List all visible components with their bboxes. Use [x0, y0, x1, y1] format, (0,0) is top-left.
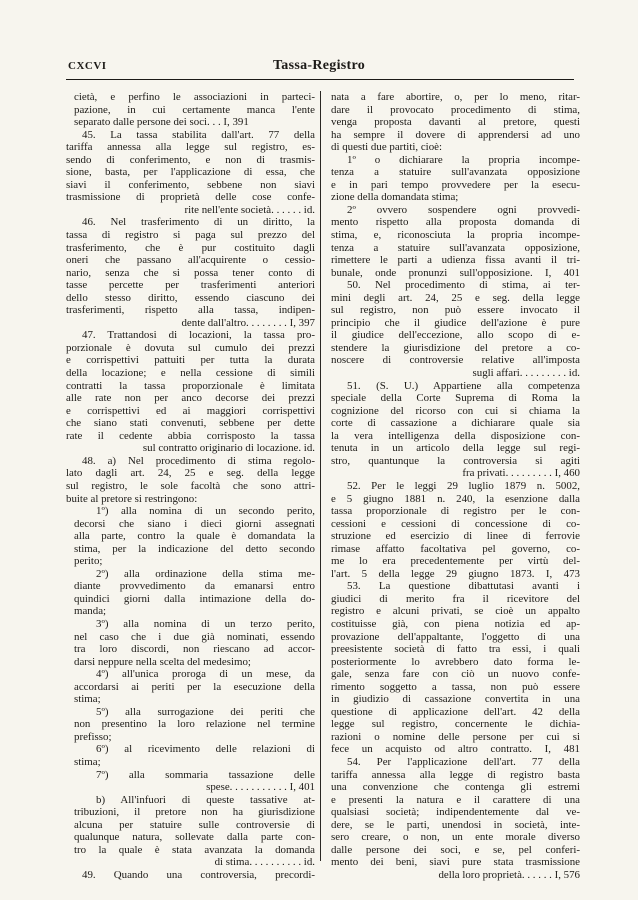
text-line: spese. . . . . . . . . . . I, 401 — [206, 781, 315, 794]
text-line: struzione ed esercizio di linee di ferrovie — [331, 530, 580, 543]
text-line: prefisso; — [74, 730, 112, 743]
text-line: costituisse già, con piena notizia ed ap- — [331, 617, 580, 630]
left-column — [66, 91, 315, 881]
text-line: trasferimento, che è pur costituito dagli — [66, 241, 315, 254]
text-line: dere, se le parti, unendosi in società, inte- — [331, 818, 580, 831]
text-line: questione di applicazione dell'art. 42 della — [331, 705, 580, 718]
text-line: qualunque natura, sollevate dalla parte con- — [74, 831, 315, 844]
text-line: e corrispettivi pattuiti per tutta la durata — [66, 354, 315, 367]
text-line: rimase affatto facoltativa pel governo, co- — [331, 542, 580, 555]
text-line: e in pari tempo provvedere per la esecu- — [331, 178, 580, 191]
text-line: alcuna per statuire sulle controversie di — [74, 818, 315, 831]
text-line: e presenti la natura e il carattere di una — [331, 793, 580, 806]
text-line: corte di cassazione a dichiarare quale sia — [331, 417, 580, 430]
page-title: Tassa-Registro — [272, 58, 366, 73]
text-line: tariffa annessa alla legge sul registro, es- — [66, 141, 315, 154]
text-line: 53. La questione dibattutasi avanti i — [347, 580, 580, 593]
text-line: il giudice dell'eccezione, allo scopo di e- — [331, 329, 580, 342]
text-line: decorsi che siano i dieci giorni assegnati — [74, 517, 315, 530]
text-line: rite nell'ente società. . . . . . id. — [184, 203, 315, 216]
text-line: 48. a) Nel procedimento di stima regolo- — [82, 454, 315, 467]
text-line: venga proposta davanti al pretore, questi — [331, 116, 580, 129]
text-line: tro la quale è stata avanzata la domanda — [74, 843, 315, 856]
text-line: 45. La tassa stabilita dall'art. 77 della — [82, 128, 315, 141]
text-line: siavi il conferimento, sebbene non siavi — [66, 178, 315, 191]
text-line: perito; — [74, 555, 103, 568]
text-line: dalle persone dei soci, e se, pel conferi- — [331, 843, 580, 856]
text-line: sugli affari. . . . . . . . . id. — [472, 367, 580, 380]
text-line: stendere la giurisdizione del pretore a co- — [331, 341, 580, 354]
text-line: dente dall'altro. . . . . . . . I, 397 — [181, 316, 315, 329]
text-line: posteriormente lo avrebbero dato forma le- — [331, 655, 580, 668]
text-line: ha sempre il dovere di apprendersi ad uno — [331, 128, 580, 141]
text-line: rimettere le parti a udienza fissa avanti il tri- — [331, 254, 580, 267]
text-line: e 5 giugno 1881 n. 240, la esenzione dalla — [331, 492, 580, 505]
text-line: tariffa annessa alla legge di registro basta — [331, 768, 580, 781]
text-line: oneri che passano all'acquirente o cessio- — [66, 254, 315, 267]
text-line: tassa di registro si paga sul prezzo del — [66, 229, 315, 242]
text-line: 1º) alla nomina di un secondo perito, — [96, 505, 315, 518]
text-line: e corrispettivi ed ai maggiori corrispettivi — [66, 404, 315, 417]
text-line: 49. Quando una controversia, precordi- — [82, 868, 315, 881]
text-line: 2º ovvero sospendere ogni provvedi- — [347, 203, 580, 216]
text-line: sul contratto originario di locazione. id. — [142, 442, 315, 455]
text-line: 7º) alla sommaria tassazione delle — [96, 768, 315, 781]
text-line: 2º) alla ordinazione della stima me- — [96, 567, 315, 580]
text-line: 50. Nel procedimento di stima, ai ter- — [347, 279, 580, 292]
text-line: qualsiasi società; indipendentemente dal ve- — [331, 806, 580, 819]
text-line: tenza a statuire sull'avanzata opposizione, — [331, 241, 580, 254]
text-line: quindici giorni dalla intimazione della do- — [74, 592, 315, 605]
text-line: registro e alcuni privati, se cioè un appalto — [331, 605, 580, 618]
text-line: separato dalle persone dei soci. . . I, 391 — [74, 116, 249, 129]
right-column — [331, 91, 580, 881]
text-line: speciale della Corte Suprema di Roma la — [331, 392, 580, 405]
text-line: contratti la tassa proporzionale è limitata — [66, 379, 315, 392]
text-line: della loro proprietà. . . . . . I, 576 — [438, 868, 580, 881]
text-line: nata a fare abortire, o, per lo meno, ritar- — [331, 91, 580, 103]
text-line: tasse percette per trasferimenti anteriori — [66, 279, 315, 292]
text-line: stima, per la indicazione del detto secondo — [74, 542, 315, 555]
text-line: 3º) alla nomina di un terzo perito, — [96, 617, 315, 630]
text-line: principio che il giudice dell'azione è pure — [331, 316, 580, 329]
text-line: tenuta in un articolo della legge sul regi- — [331, 442, 580, 455]
text-line: legge sul registro, concernente le dichia- — [331, 718, 580, 731]
text-line: dare il provocato procedimento di stima, — [331, 103, 580, 116]
text-line: pazione, in cui certamente manca l'ente — [74, 103, 315, 116]
text-line: stima; — [74, 693, 101, 706]
text-line: cessioni e cessioni di concessione di co- — [331, 517, 580, 530]
text-line: rimento soggetto a tassa, non può essere — [331, 680, 580, 693]
text-line: 47. Trattandosi di locazioni, la tassa pro- — [82, 329, 315, 342]
text-line: una convenzione che contenga gli estremi — [331, 781, 580, 794]
text-line: lato dagli art. 24, 25 e seg. della legge — [66, 467, 315, 480]
text-line: darsi neppure nella scelta del medesimo; — [74, 655, 251, 668]
text-line: trasferimenti, rispetto alla tassa, indipen- — [66, 304, 315, 317]
text-line: della locazione; e nella cessione di simili — [66, 367, 315, 380]
text-line: cietà, e perfino le associazioni in parteci- — [74, 91, 315, 103]
text-line: nel caso che i due già nominati, essendo — [74, 630, 315, 643]
text-line: tra loro discordi, non riescano ad accor- — [74, 643, 315, 656]
text-line: giudici di merito fra il ricevitore del — [331, 592, 580, 605]
text-line: di questi due partiti, cioè: — [331, 141, 442, 154]
text-line: dello stesso diritto, essendo ciascuno dei — [66, 291, 315, 304]
text-line: fra privati. . . . . . . . . I, 460 — [462, 467, 580, 480]
text-line: diante provvedimento da emanarsi entro — [74, 580, 315, 593]
text-line: trasmissione di proprietà delle cose confe- — [66, 191, 315, 204]
text-line: sero creare, o non, un ente morale diverso — [331, 831, 580, 844]
text-line: porzionale è dovuta sul cumulo dei prezzi — [66, 341, 315, 354]
text-line: preesistente società di fatto tra essi, i quali — [331, 643, 580, 656]
text-line: cognizione del ricorso con cui si chiama la — [331, 404, 580, 417]
text-line: sione, basta, per l'applicazione di essa, che — [66, 166, 315, 179]
text-line: la vera intelligenza della disposizione con- — [331, 429, 580, 442]
text-line: noscere di controversie relative all'imposta — [331, 354, 580, 367]
text-line: sendo di conferimento, e non di trasmis- — [66, 153, 315, 166]
text-line: 6º) al ricevimento delle relazioni di — [96, 743, 315, 756]
text-line: di stima. . . . . . . . . . id. — [214, 856, 315, 869]
text-line: rate il cedente abbia corrisposto la tassa — [66, 429, 315, 442]
text-line: zione della domandata stima; — [331, 191, 459, 204]
text-line: 51. (S. U.) Appartiene alla competenza — [347, 379, 580, 392]
text-line: tassa proporzionale di registro per le con- — [331, 505, 580, 518]
text-line: tribuzioni, il pretore non ha giurisdizione — [74, 806, 315, 819]
text-line: l'art. 5 della legge 29 giugno 1873. I, 473 — [331, 567, 580, 580]
text-line: 4º) all'unica proroga di un mese, da — [96, 668, 315, 681]
text-line: accordarsi ai periti per la esecuzione della — [74, 680, 315, 693]
text-line: fece un acquisto od altro contratto. I, 481 — [331, 743, 580, 756]
text-line: 5º) alla surrogazione dei periti che — [96, 705, 315, 718]
text-line: che siano stati convenuti, sebbene per dette — [66, 417, 315, 430]
text-line: bunale, onde pronunzi sull'opposizione. I, 401 — [331, 266, 580, 279]
text-line: 54. Per l'applicazione dell'art. 77 della — [347, 755, 580, 768]
text-line: stima, e, riconosciuta la propria incompe- — [331, 229, 580, 242]
page-number: CXCVI — [68, 60, 107, 72]
text-line: gale, senza fare con ciò un nuovo confe- — [331, 668, 580, 681]
text-line: razioni o nomine delle persone per cui si — [331, 730, 580, 743]
text-line: sul registro, le sole facoltà che sono attri- — [66, 479, 315, 492]
text-line: mini degli art. 24, 25 e seg. della legge — [331, 291, 580, 304]
text-line: buite al pretore si restringono: — [66, 492, 198, 505]
text-line: tenza a statuire sull'avanzata opposizione — [331, 166, 580, 179]
text-line: alla parte, contro la quale è domandata la — [74, 530, 315, 543]
column-separator — [320, 91, 321, 861]
text-line: 1º o dichiarare la propria incompe- — [347, 153, 580, 166]
text-line: b) All'infuori di queste tassative at- — [96, 793, 315, 806]
text-line: 52. Per le leggi 29 luglio 1879 n. 5002, — [347, 479, 580, 492]
text-line: me lo era precedentemente per virtù del- — [331, 555, 580, 568]
text-line: stro, quantunque la controversia si agiti — [331, 454, 580, 467]
text-line: alle rate non per anco decorse dei prezzi — [66, 392, 315, 405]
text-line: mento rispetto alla proposta domanda di — [331, 216, 580, 229]
text-line: in giudizio di cassazione convertita in una — [331, 693, 580, 706]
text-line: non presentino la loro relazione nel termine — [74, 718, 315, 731]
text-line: sul registro, non può essere invocato il — [331, 304, 580, 317]
text-line: stima; — [74, 755, 101, 768]
text-line: mento dei beni, siavi pure stata trasmissione — [331, 856, 580, 869]
text-line: nario, senza che si possa tener conto di — [66, 266, 315, 279]
text-line: 46. Nel trasferimento di un diritto, la — [82, 216, 315, 229]
header-rule — [66, 79, 574, 80]
text-line: manda; — [74, 605, 107, 618]
text-line: provazione dell'appaltante, l'oggetto di una — [331, 630, 580, 643]
